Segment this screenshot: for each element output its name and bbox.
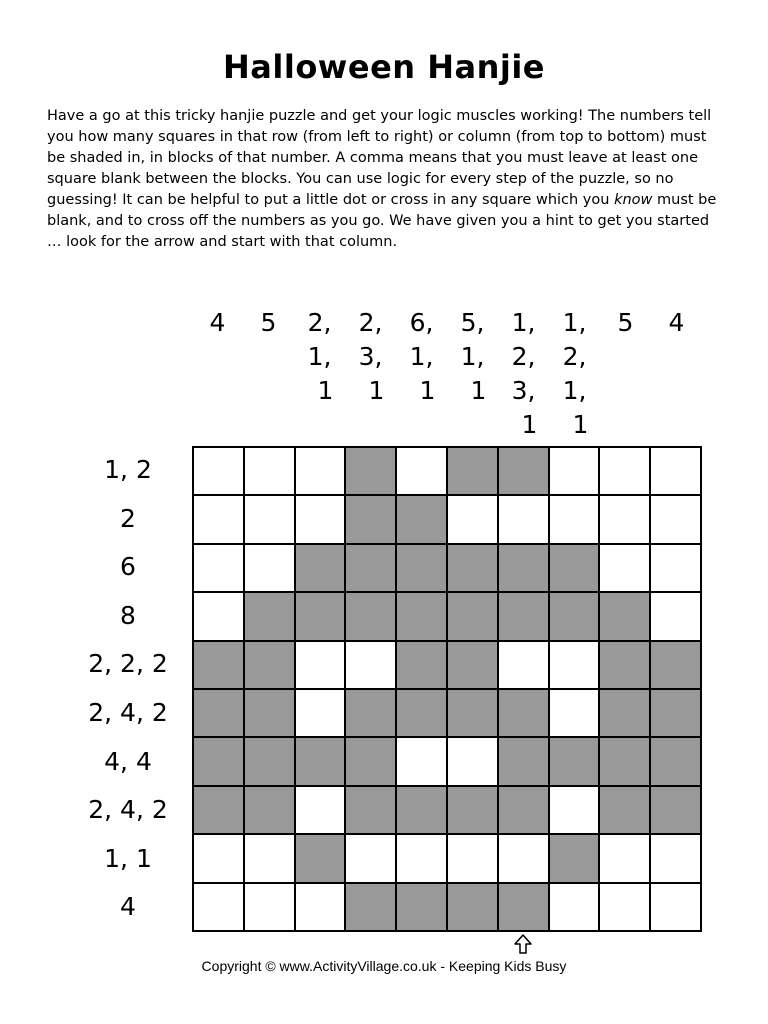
column-clue-number: 5 <box>617 308 634 337</box>
column-clues <box>192 306 702 442</box>
grid-cell-blank[interactable] <box>193 592 244 640</box>
grid-cell-shaded[interactable] <box>244 689 295 737</box>
grid-cell-shaded[interactable] <box>549 737 600 785</box>
grid-cell-blank[interactable] <box>599 447 650 495</box>
grid-cell-shaded[interactable] <box>295 544 346 592</box>
grid-cell-blank[interactable] <box>244 495 295 543</box>
grid-cell-shaded[interactable] <box>498 447 549 495</box>
grid-cell-shaded[interactable] <box>650 641 701 689</box>
grid-cell-blank[interactable] <box>549 495 600 543</box>
grid-cell-blank[interactable] <box>396 447 447 495</box>
row-clue-6: 2, 4, 2 <box>88 697 168 727</box>
column-clue-number: 1, <box>409 342 434 371</box>
grid-cell-shaded[interactable] <box>244 786 295 834</box>
grid-cell-shaded[interactable] <box>345 786 396 834</box>
grid-cell-blank[interactable] <box>549 447 600 495</box>
grid-cell-shaded[interactable] <box>549 544 600 592</box>
column-clue-8 <box>549 306 600 442</box>
grid-cell-blank[interactable] <box>549 689 600 737</box>
grid-cell-shaded[interactable] <box>650 689 701 737</box>
grid-cell-shaded[interactable] <box>396 544 447 592</box>
grid-cell-shaded[interactable] <box>549 592 600 640</box>
grid-cell-shaded[interactable] <box>498 689 549 737</box>
grid-cell-blank[interactable] <box>599 544 650 592</box>
row-clue-1: 1, 2 <box>104 455 152 484</box>
column-clue-4 <box>345 306 396 408</box>
grid-cell-blank[interactable] <box>650 544 701 592</box>
grid-cell-blank[interactable] <box>193 495 244 543</box>
grid-cell-shaded[interactable] <box>447 447 498 495</box>
row-clues <box>70 446 186 932</box>
grid-cell-blank[interactable] <box>295 495 346 543</box>
grid-cell-blank[interactable] <box>244 834 295 882</box>
grid-cell-shaded[interactable] <box>345 495 396 543</box>
grid-cell-shaded[interactable] <box>549 834 600 882</box>
grid-cell-shaded[interactable] <box>447 786 498 834</box>
column-clue-number: 1, <box>460 342 485 371</box>
column-clue-5 <box>396 306 447 408</box>
grid-cell-blank[interactable] <box>193 834 244 882</box>
column-clue-number: 2, <box>511 342 536 371</box>
grid-cell-shaded[interactable] <box>193 786 244 834</box>
column-clue-2 <box>243 306 294 340</box>
grid-cell-shaded[interactable] <box>295 592 346 640</box>
column-clue-number: 1, <box>562 308 587 337</box>
column-clue-number: 1 <box>368 376 385 405</box>
grid-cell-blank[interactable] <box>549 883 600 931</box>
grid-cell-blank[interactable] <box>498 495 549 543</box>
grid-cell-shaded[interactable] <box>193 689 244 737</box>
column-clue-number: 2, <box>562 342 587 371</box>
column-clue-9 <box>600 306 651 340</box>
grid-cell-blank[interactable] <box>650 495 701 543</box>
column-clue-3 <box>294 306 345 408</box>
grid-cell-blank[interactable] <box>193 883 244 931</box>
grid-cell-shaded[interactable] <box>295 834 346 882</box>
grid-cell-shaded[interactable] <box>345 592 396 640</box>
column-clue-number: 4 <box>668 308 685 337</box>
grid-cell-blank[interactable] <box>650 834 701 882</box>
grid-cell-blank[interactable] <box>650 592 701 640</box>
grid-cell-shaded[interactable] <box>396 689 447 737</box>
grid-cell-blank[interactable] <box>599 883 650 931</box>
grid-cell-blank[interactable] <box>549 786 600 834</box>
column-clue-number: 1, <box>562 376 587 405</box>
row-clue-4: 8 <box>120 600 136 630</box>
column-clue-number: 1 <box>470 376 487 405</box>
grid-cell-blank[interactable] <box>193 544 244 592</box>
grid-cell-shaded[interactable] <box>599 786 650 834</box>
grid-cell-blank[interactable] <box>498 641 549 689</box>
grid-cell-shaded[interactable] <box>599 592 650 640</box>
grid-cell-shaded[interactable] <box>244 737 295 785</box>
grid-cell-shaded[interactable] <box>345 544 396 592</box>
instructions <box>47 106 727 253</box>
grid-cell-shaded[interactable] <box>447 592 498 640</box>
instructions-part-1: Have a go at this tricky hanjie puzzle and get your logic muscles working! The numbers tell you how many squares in that row (from left to right) or column (from top to bottom) must be shaded in, in blocks of that number. A comma means that you must leave at least one square blank between the blocks. You can use logic for every step of the puzzle, so no guessing! It can be helpful to put a little dot or cross in any square which you <box>47 108 712 208</box>
grid-cell-blank[interactable] <box>396 737 447 785</box>
column-clue-number: 2, <box>358 308 383 337</box>
grid-cell-shaded[interactable] <box>599 737 650 785</box>
grid-cell-blank[interactable] <box>295 447 346 495</box>
grid-cell-shaded[interactable] <box>345 883 396 931</box>
grid-cell-blank[interactable] <box>650 447 701 495</box>
column-clue-number: 5, <box>460 308 485 337</box>
grid-cell-shaded[interactable] <box>599 641 650 689</box>
grid-cell-shaded[interactable] <box>295 737 346 785</box>
grid-cell-blank[interactable] <box>345 834 396 882</box>
grid-cell-shaded[interactable] <box>396 641 447 689</box>
grid-cell-blank[interactable] <box>498 834 549 882</box>
column-clue-6 <box>447 306 498 408</box>
column-clue-7 <box>498 306 549 442</box>
grid-cell-blank[interactable] <box>599 834 650 882</box>
grid-cell-blank[interactable] <box>396 834 447 882</box>
column-clue-number: 2, <box>307 308 332 337</box>
grid-cell-shaded[interactable] <box>396 592 447 640</box>
grid-cell-shaded[interactable] <box>396 883 447 931</box>
row-clue-5: 2, 2, 2 <box>88 649 168 679</box>
grid-cell-shaded[interactable] <box>498 544 549 592</box>
page-title: Halloween Hanjie <box>223 48 545 86</box>
grid-cell-blank[interactable] <box>295 641 346 689</box>
grid-cell-blank[interactable] <box>447 737 498 785</box>
grid-cell-shaded[interactable] <box>498 592 549 640</box>
grid-cell-shaded[interactable] <box>244 592 295 640</box>
grid-cell-blank[interactable] <box>295 883 346 931</box>
up-arrow-icon <box>512 933 534 955</box>
grid-cell-shaded[interactable] <box>244 641 295 689</box>
grid-cell-blank[interactable] <box>295 689 346 737</box>
grid-cell-shaded[interactable] <box>447 641 498 689</box>
grid-cell-shaded[interactable] <box>447 544 498 592</box>
copyright-footer: Copyright © www.ActivityVillage.co.uk - Keeping Kids Busy <box>201 958 567 974</box>
column-clue-1 <box>192 306 243 340</box>
column-clue-number: 1 <box>572 410 589 439</box>
grid-cell-shaded[interactable] <box>447 883 498 931</box>
grid-cell-shaded[interactable] <box>396 495 447 543</box>
column-clue-number: 1, <box>307 342 332 371</box>
row-clue-9: 1, 1 <box>104 843 152 873</box>
column-clue-number: 1 <box>317 376 334 405</box>
grid-cell-blank[interactable] <box>447 834 498 882</box>
column-clue-number: 3, <box>358 342 383 371</box>
grid-cell-shaded[interactable] <box>650 737 701 785</box>
grid-cell-blank[interactable] <box>549 641 600 689</box>
grid-cell-shaded[interactable] <box>650 786 701 834</box>
grid-cell-blank[interactable] <box>244 544 295 592</box>
row-clue-2: 2 <box>120 503 136 533</box>
grid-cell-blank[interactable] <box>447 495 498 543</box>
grid-cell-blank[interactable] <box>599 495 650 543</box>
column-clue-10 <box>651 306 702 340</box>
grid-cell-shaded[interactable] <box>447 689 498 737</box>
row-clue-10: 4 <box>120 892 136 922</box>
column-clue-number: 6, <box>409 308 434 337</box>
grid-cell-blank[interactable] <box>650 883 701 931</box>
grid-cell-shaded[interactable] <box>345 689 396 737</box>
grid-cell-shaded[interactable] <box>498 737 549 785</box>
grid-cell-shaded[interactable] <box>498 883 549 931</box>
grid-cell-blank[interactable] <box>193 447 244 495</box>
column-clue-number: 1 <box>521 410 538 439</box>
grid-cell-blank[interactable] <box>295 786 346 834</box>
grid-cell-shaded[interactable] <box>599 689 650 737</box>
grid-cell-shaded[interactable] <box>345 737 396 785</box>
grid-cell-shaded[interactable] <box>193 641 244 689</box>
grid-cell-blank[interactable] <box>244 447 295 495</box>
row-clue-7: 4, 4 <box>104 746 152 776</box>
grid-cell-shaded[interactable] <box>396 786 447 834</box>
grid-cell-shaded[interactable] <box>345 447 396 495</box>
instructions-part-2: must be blank, and to cross off the numbers as you go. We have given you a hint to get you started … look for the arrow and start with that column. <box>47 192 717 250</box>
column-clue-number: 4 <box>209 308 226 337</box>
column-clue-number: 3, <box>511 376 536 405</box>
column-clue-number: 5 <box>260 308 277 337</box>
row-clue-3: 6 <box>120 552 136 582</box>
grid-cell-shaded[interactable] <box>193 737 244 785</box>
grid-cell-shaded[interactable] <box>498 786 549 834</box>
instructions-emphasis: know <box>614 192 653 208</box>
column-clue-number: 1 <box>419 376 436 405</box>
row-clue-8: 2, 4, 2 <box>88 795 168 825</box>
grid-cell-blank[interactable] <box>345 641 396 689</box>
column-clue-number: 1, <box>511 308 536 337</box>
puzzle-grid <box>192 446 702 932</box>
grid-cell-blank[interactable] <box>244 883 295 931</box>
